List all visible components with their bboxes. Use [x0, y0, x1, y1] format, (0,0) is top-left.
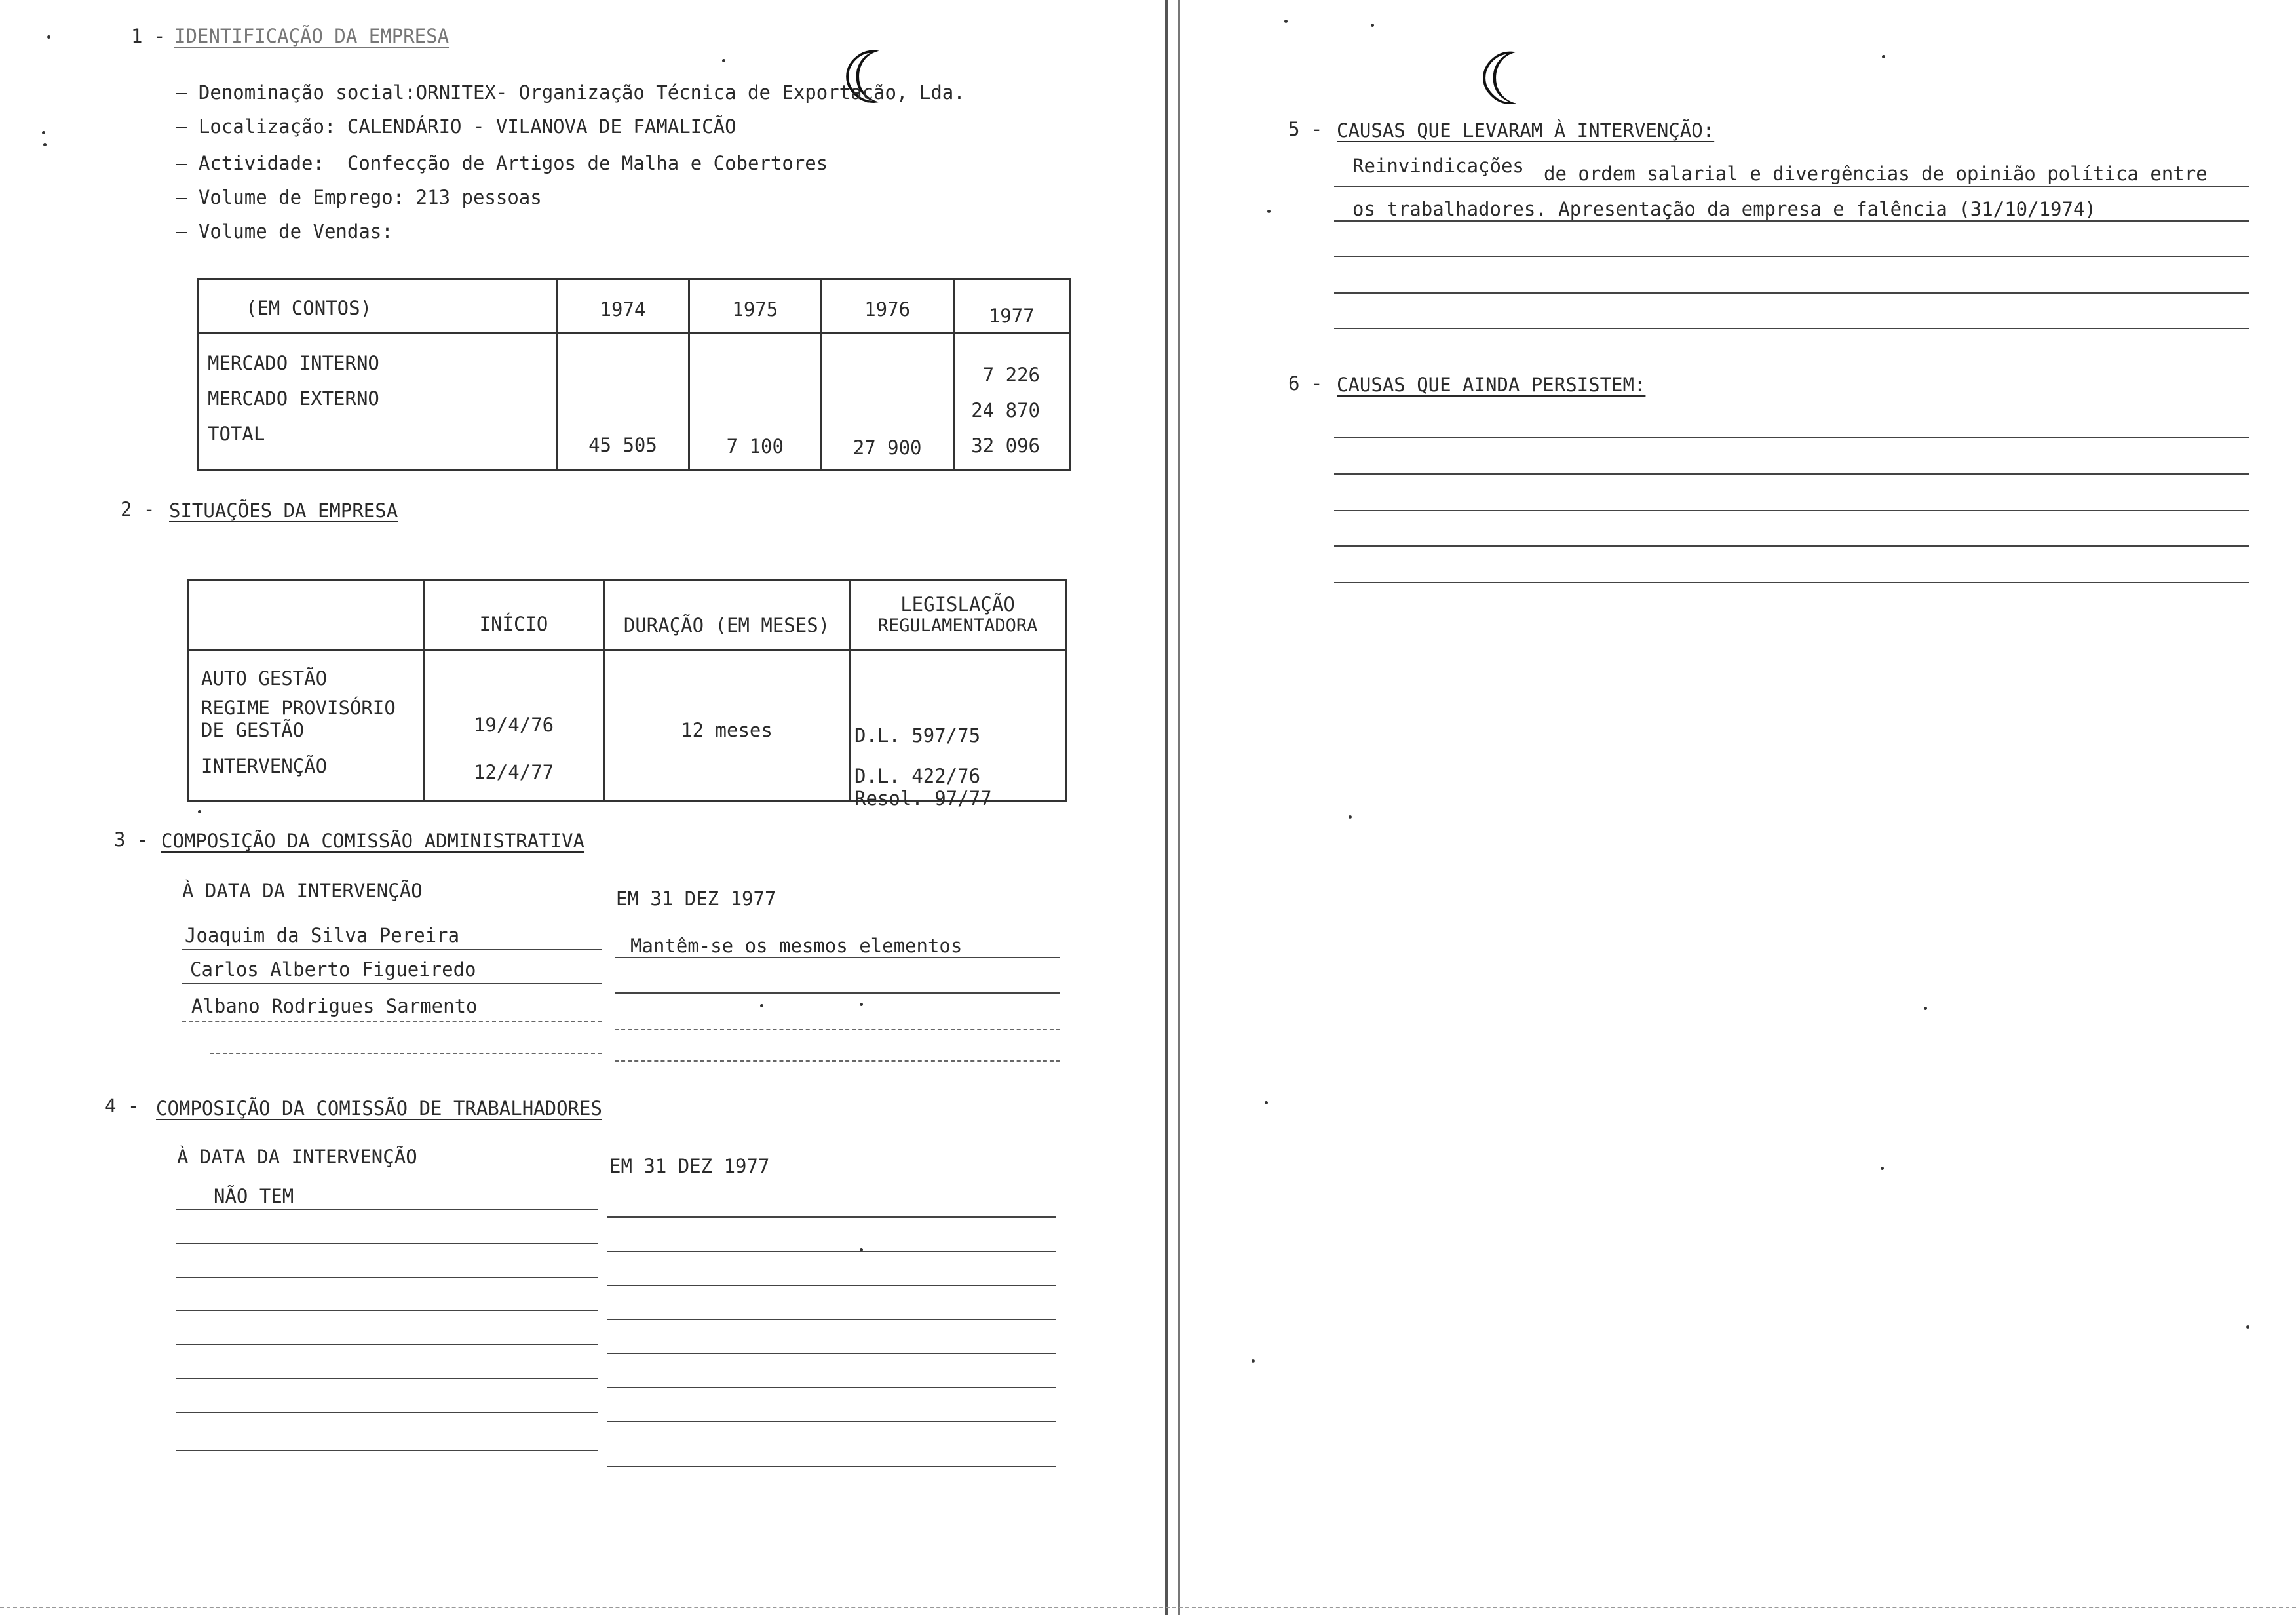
sales-table [197, 278, 1071, 471]
crescent-logo-icon: ☾ [840, 36, 905, 120]
line [607, 1466, 1056, 1467]
value-1977-externo: 24 870 [971, 399, 1040, 421]
line [1334, 510, 2249, 511]
legislacao-3: Resol. 97/77 [854, 787, 992, 809]
line [607, 1319, 1056, 1320]
header-legislacao-line2: REGULAMENTADORA [877, 615, 1038, 636]
header-duracao: DURAÇÃO (EM MESES) [604, 581, 850, 650]
value-1977-interno: 7 226 [982, 364, 1040, 386]
situation-table [187, 579, 1067, 809]
line [1334, 328, 2249, 329]
year-header-1977: 1977 [953, 279, 1069, 333]
member-1: Joaquim da Silva Pereira [185, 924, 460, 946]
line [176, 1243, 598, 1244]
line [182, 1021, 602, 1022]
line [1334, 292, 2249, 294]
legislacao-2: D.L. 422/76 [854, 765, 981, 787]
legislacao-1: D.L. 597/75 [854, 724, 981, 747]
row-de-gestao: DE GESTÃO [201, 719, 305, 741]
line [607, 1216, 1056, 1218]
line [607, 1251, 1056, 1252]
section-6-title: CAUSAS QUE AINDA PERSISTEM: [1337, 374, 1646, 396]
page-fold-line [1165, 0, 1168, 1615]
line [176, 1277, 598, 1278]
line [176, 1378, 598, 1379]
row-intervencao: INTERVENÇÃO [201, 755, 328, 777]
field-actividade: – Actividade: Confecção de Artigos de Malha e Cobertores [176, 152, 828, 174]
header-inicio: INÍCIO [424, 581, 604, 650]
line [182, 983, 602, 984]
page-fold-line-2 [1178, 0, 1180, 1615]
section-2-title: SITUAÇÕES DA EMPRESA [169, 499, 398, 522]
section-3-col1-header: À DATA DA INTERVENÇÃO [182, 880, 423, 902]
duracao-value: 12 meses [604, 650, 850, 802]
section-4-col2-header: EM 31 DEZ 1977 [609, 1155, 770, 1177]
section-2-number: 2 - [121, 498, 155, 520]
member-3: Albano Rodrigues Sarmento [191, 995, 478, 1017]
scan-speck [1371, 24, 1374, 27]
year-header-1974: 1974 [557, 279, 689, 333]
scan-speck [1924, 1007, 1927, 1010]
line [615, 992, 1060, 994]
scan-speck [2246, 1325, 2249, 1329]
header-legislacao [850, 581, 1066, 650]
section-5-line2: os trabalhadores. Apresentação da empresa e falência (31/10/1974) [1352, 198, 2096, 220]
line [607, 1421, 1056, 1422]
row-auto-gestao: AUTO GESTÃO [201, 667, 328, 690]
scan-speck [860, 1248, 863, 1251]
inicio-values [424, 650, 604, 802]
field-denominacao: – Denominação social:ORNITEX- Organização Técnica de Exportação, Lda. [176, 81, 965, 104]
header-legislacao-line1: LEGISLAÇÃO [900, 593, 1015, 615]
scan-speck [722, 59, 725, 62]
scan-speck [760, 1004, 763, 1007]
scan-speck [47, 35, 50, 39]
line [615, 1029, 1060, 1030]
line [182, 949, 602, 950]
line [1334, 545, 2249, 547]
member-2: Carlos Alberto Figueiredo [190, 958, 476, 981]
line [615, 1060, 1060, 1062]
field-volume-emprego: – Volume de Emprego: 213 pessoas [176, 186, 542, 208]
situation-corner-cell [189, 581, 424, 650]
scan-speck [1265, 1101, 1268, 1104]
line [1334, 473, 2249, 475]
line [607, 1285, 1056, 1286]
section-5-number: 5 - [1288, 118, 1323, 140]
situation-row-labels [189, 650, 424, 802]
section-5-line1-b: de ordem salarial e divergências de opinião política entre [1544, 163, 2208, 185]
crescent-logo-icon-right: ☾ [1477, 37, 1542, 121]
scan-speck [1881, 1167, 1884, 1170]
section-4-title: COMPOSIÇÃO DA COMISSÃO DE TRABALHADORES [156, 1097, 602, 1119]
scan-speck [860, 1003, 863, 1006]
section-3-note: Mantêm-se os mesmos elementos [630, 935, 963, 957]
section-3-number: 3 - [114, 828, 149, 851]
section-5-line1-a: Reinvindicações [1352, 155, 1524, 177]
line [1334, 582, 2249, 583]
line [607, 1387, 1056, 1388]
line [1334, 256, 2249, 257]
scan-speck [1252, 1359, 1255, 1363]
line [1334, 220, 2249, 222]
line [176, 1310, 598, 1311]
value-1977-total: 32 096 [971, 435, 1040, 457]
section-1-title: IDENTIFICAÇÃO DA EMPRESA [174, 25, 450, 47]
section-6-number: 6 - [1288, 372, 1323, 395]
value-1975-total: 7 100 [689, 333, 821, 471]
scan-speck [1349, 815, 1352, 819]
value-1974-total: 45 505 [557, 333, 689, 471]
value-1976-total: 27 900 [821, 333, 953, 471]
row-regime-provisorio: REGIME PROVISÓRIO [201, 697, 396, 719]
line [176, 1412, 598, 1413]
scan-speck [1284, 20, 1288, 23]
line [1334, 437, 2249, 438]
line [176, 1450, 598, 1451]
sales-row-labels [198, 333, 557, 471]
field-volume-vendas: – Volume de Vendas: [176, 220, 393, 243]
section-4-entry: NÃO TEM [214, 1185, 294, 1207]
inicio-regime: 19/4/76 [473, 714, 554, 736]
line [210, 1053, 602, 1054]
line [176, 1209, 598, 1210]
line [176, 1344, 598, 1345]
section-3-title: COMPOSIÇÃO DA COMISSÃO ADMINISTRATIVA [161, 830, 585, 852]
row-label-mercado-interno: MERCADO INTERNO [208, 352, 379, 374]
section-1-number: 1 - [131, 25, 166, 47]
section-3-col2-header: EM 31 DEZ 1977 [616, 887, 776, 910]
scan-speck [198, 810, 201, 813]
section-5-title: CAUSAS QUE LEVARAM À INTERVENÇÃO: [1337, 119, 1715, 142]
year-header-1976: 1976 [821, 279, 953, 333]
inicio-intervencao: 12/4/77 [473, 761, 554, 783]
scan-speck [42, 131, 45, 134]
values-1977 [953, 333, 1069, 471]
section-4-number: 4 - [105, 1095, 140, 1117]
row-label-total: TOTAL [208, 423, 265, 445]
legislacao-values [850, 650, 1066, 809]
scan-speck [1267, 210, 1271, 213]
field-localizacao: – Localização: CALENDÁRIO - VILANOVA DE FAMALICÃO [176, 115, 737, 138]
scan-bottom-edge [0, 1607, 2296, 1608]
line [1334, 186, 2249, 187]
line [615, 957, 1060, 958]
sales-unit-header: (EM CONTOS) [198, 279, 557, 333]
scan-speck [43, 143, 47, 146]
row-label-mercado-externo: MERCADO EXTERNO [208, 387, 379, 410]
section-4-col1-header: À DATA DA INTERVENÇÃO [177, 1146, 417, 1168]
scan-speck [1882, 55, 1885, 58]
line [607, 1353, 1056, 1354]
year-header-1975: 1975 [689, 279, 821, 333]
